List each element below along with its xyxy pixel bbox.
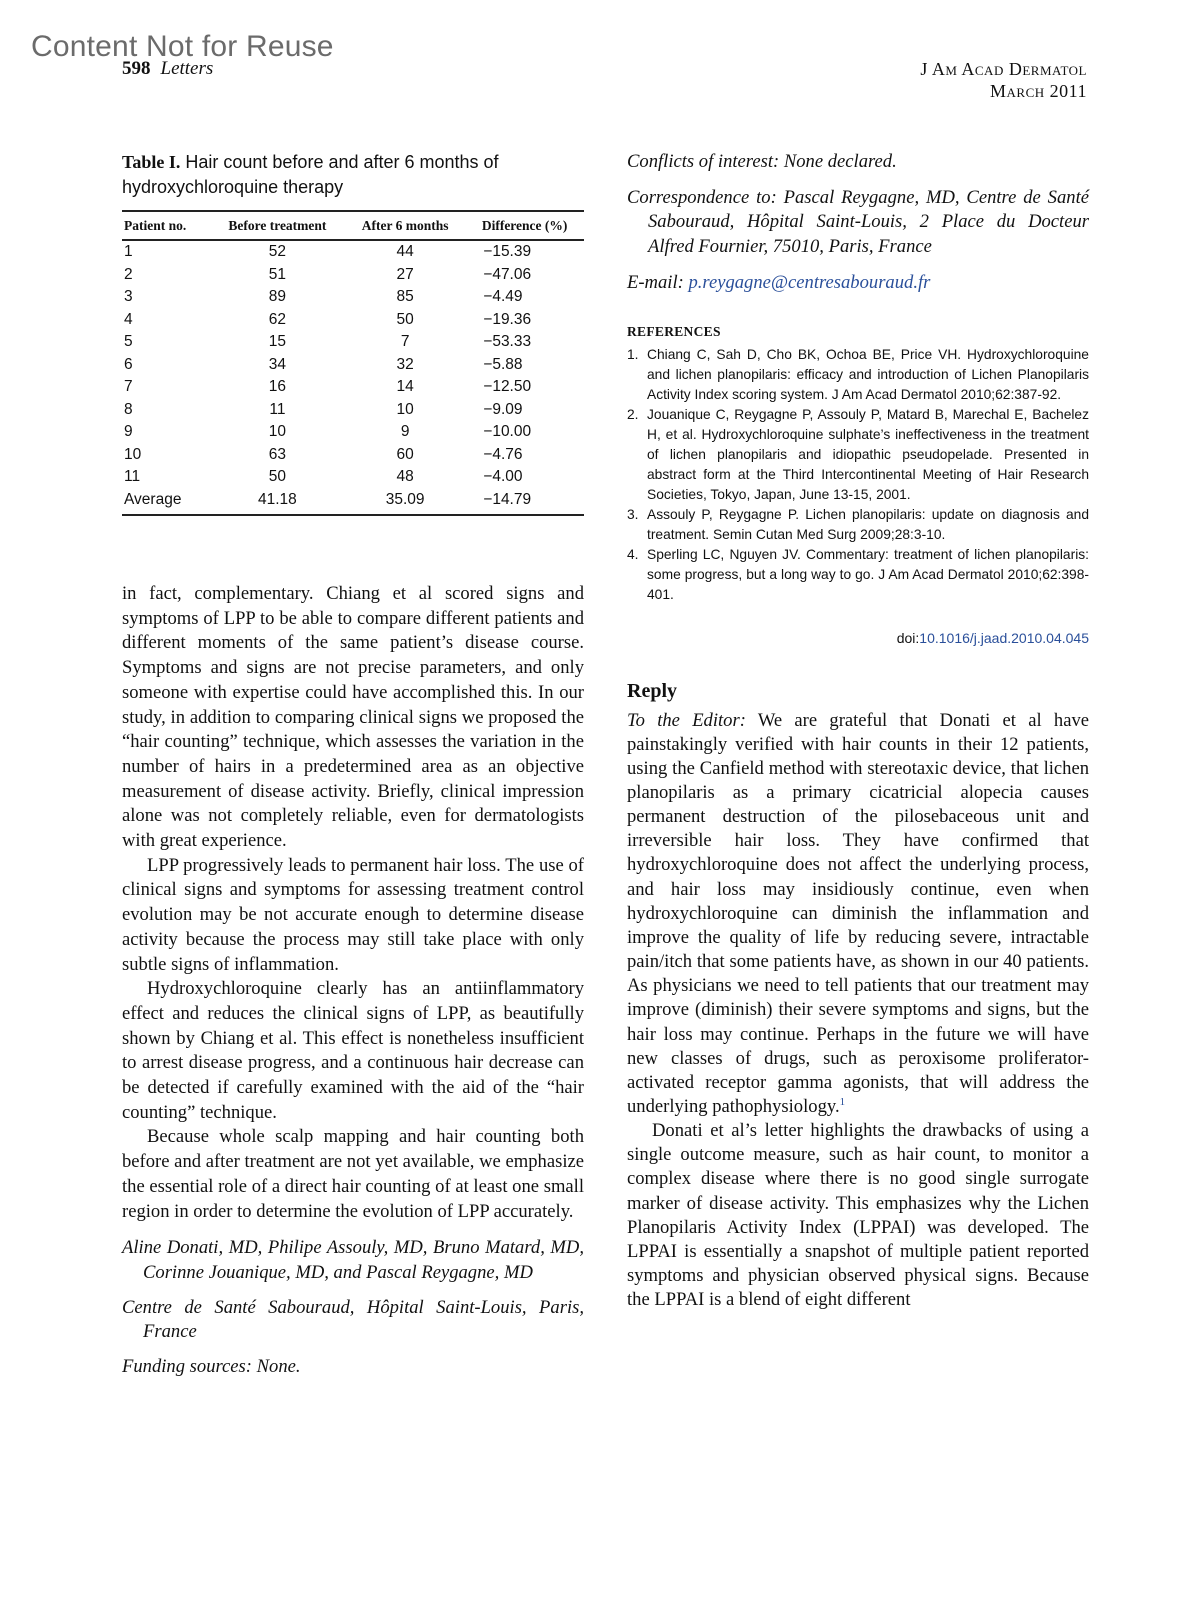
table-row	[122, 264, 584, 287]
table-cell: −15.39	[483, 243, 532, 261]
doi-link[interactable]: 10.1016/j.jaad.2010.04.045	[919, 629, 1089, 646]
table-cell: 51	[268, 265, 287, 283]
reference-item	[627, 345, 1089, 405]
paragraph: LPP progressively leads to permanent hair loss. The use of clinical signs and symptoms for assessing treatment control evolution may be not accurate enough to determine disease activity because the process may still take place with only subtle signs of inflammation.	[122, 854, 584, 975]
table-row	[122, 331, 584, 354]
section-name: Letters	[160, 58, 214, 79]
references-heading: REFERENCES	[627, 323, 721, 339]
column-header: After 6 months	[345, 211, 465, 240]
table-row	[122, 286, 584, 309]
table-cell: 85	[396, 288, 414, 306]
table-cell: 10	[124, 445, 142, 463]
page-number: 598	[122, 58, 151, 79]
table-cell: 62	[268, 310, 287, 328]
table-cell: 1	[124, 243, 133, 261]
email-label: E-mail:	[627, 271, 684, 293]
watermark: Content Not for Reuse	[31, 30, 334, 63]
reply-heading: Reply	[627, 679, 677, 702]
table-cell: −14.79	[465, 489, 584, 516]
table-cell: 41.18	[210, 489, 345, 516]
table-row	[122, 444, 584, 467]
doi-prefix: doi:	[896, 629, 920, 646]
paragraph: in fact, complementary. Chiang et al scored signs and symptoms of LPP to be able to compare different patients and different moments of the same patient’s disease course. Symptoms and signs are not precise parameters, and only someone with expertise could have accomplished this. In our study, in addition to comparing clinical signs we proposed the “hair counting” technique, which assesses the variation in the number of hairs in a predetermined area as an objective measurement of disease activity. Briefly, clinical impression alone was not completely reliable, even for dermatologists with great experience.	[122, 583, 584, 852]
table-cell: 15	[268, 333, 287, 351]
funding-sources: Funding sources: None.	[122, 1356, 301, 1378]
reference-item	[627, 545, 1089, 605]
table-row	[122, 399, 584, 422]
page-header-left	[122, 58, 213, 80]
table-cell: 3	[124, 288, 133, 306]
reference-citation-link[interactable]: 1	[839, 1095, 846, 1108]
reference-number: 2.	[627, 406, 639, 422]
table-cell: −10.00	[483, 423, 532, 441]
table-cell: 9	[124, 423, 133, 441]
table-row	[122, 489, 584, 516]
table-row	[122, 309, 584, 332]
left-column	[122, 150, 584, 1380]
table-cell: 52	[268, 243, 287, 261]
table-cell: 5	[124, 333, 133, 351]
reply-salutation: To the Editor:	[627, 709, 746, 731]
table-caption	[122, 150, 584, 200]
table-cell: 63	[268, 445, 287, 463]
table-cell: −53.33	[483, 333, 532, 351]
table-cell: 48	[396, 468, 414, 486]
column-header: Before treatment	[210, 211, 345, 240]
table-cell: 50	[396, 310, 414, 328]
page-header-right	[920, 58, 1087, 102]
left-body-text	[122, 582, 584, 1224]
table-row	[122, 240, 584, 264]
table-cell: −4.49	[483, 288, 523, 306]
table-cell: 6	[124, 355, 133, 373]
paragraph: Donati et al’s letter highlights the drawbacks of using a single outcome measure, such as hair count, to monitor a complex disease where there is no good single surrogate marker of disease activity. This emphasizes why the Lichen Planopilaris Activity Index (LPPAI) was developed. The LPPAI is essentially a snapshot of multiple patient reported symptoms and physician observed physical signs. Because the LPPAI is a blend of eight different	[627, 1120, 1089, 1311]
table-cell: −4.76	[483, 445, 523, 463]
reference-text: Sperling LC, Nguyen JV. Commentary: treatment of lichen planopilaris: some progress, but a long way to go. J Am Acad Dermatol 2010;62:398-401.	[647, 546, 1089, 602]
issue-date: March 2011	[990, 81, 1087, 101]
paragraph	[627, 709, 1089, 1120]
column-header: Patient no.	[122, 211, 210, 240]
table-cell: 7	[400, 333, 410, 351]
table-cell: −12.50	[483, 378, 532, 396]
reference-list	[627, 345, 1089, 605]
table-cell: −9.09	[483, 400, 523, 418]
table-header-row	[122, 211, 584, 240]
table-cell: 89	[268, 288, 287, 306]
doi-line	[627, 630, 1089, 646]
reference-text: Assouly P, Reygagne P. Lichen planopilaris: update on diagnosis and treatment. Semin Cutan Med Surg 2009;28:3-10.	[647, 506, 1089, 542]
table-cell: 14	[396, 378, 414, 396]
author-list: Aline Donati, MD, Philipe Assouly, MD, Bruno Matard, MD, Corinne Jouanique, MD, and Pascal Reygagne, MD	[122, 1237, 584, 1283]
table-cell: 44	[396, 243, 414, 261]
column-header: Difference (%)	[465, 211, 584, 240]
reference-number: 4.	[627, 546, 639, 562]
paragraph: Hydroxychloroquine clearly has an antiinflammatory effect and reduces the clinical signs of LPP, as beautifully shown by Chiang et al. This effect is nonetheless insufficient to arrest disease progress, and a continuous hair decrease can be detected if carefully examined with the aid of the “hair counting” technique.	[122, 978, 584, 1123]
table-row	[122, 354, 584, 377]
table-cell: 50	[268, 468, 287, 486]
table-cell: 60	[396, 445, 414, 463]
table-cell: 10	[268, 423, 287, 441]
email-link[interactable]: p.reygagne@centresabouraud.fr	[688, 271, 931, 293]
table-cell: −4.00	[483, 468, 523, 486]
table-cell: 35.09	[345, 489, 465, 516]
reference-text: Jouanique C, Reygagne P, Assouly P, Matard B, Marechal E, Bachelez H, et al. Hydroxychloroquine sulphate’s ineffectiveness in the treatment of lichen planopilaris and idiopathic pseudopelade. Presented in abstract form at the Third Intercontinental Meeting of Hair Research Societies, Tokyo, Japan, June 13-15, 2001.	[647, 406, 1089, 502]
reply-body-text	[627, 709, 1089, 1313]
reference-item	[627, 405, 1089, 505]
conflicts-of-interest: Conflicts of interest: None declared.	[627, 151, 897, 172]
table-cell: −19.36	[483, 310, 532, 328]
affiliation: Centre de Santé Sabouraud, Hôpital Saint-Louis, Paris, France	[122, 1296, 584, 1343]
reference-number: 1.	[627, 346, 639, 362]
table-cell: 11	[269, 400, 286, 418]
table-cell: 11	[124, 468, 141, 486]
email-line	[627, 271, 1089, 296]
journal-name: J Am Acad Dermatol	[920, 59, 1087, 79]
correspondence: Correspondence to: Pascal Reygagne, MD, Centre de Santé Sabouraud, Hôpital Saint-Louis, 2 Place du Docteur Alfred Fournier, 75010, Paris, France	[627, 186, 1089, 258]
table-cell: −47.06	[483, 265, 532, 283]
table-cell: Average	[122, 489, 210, 516]
reference-text: Chiang C, Sah D, Cho BK, Ochoa BE, Price VH. Hydroxychloroquine and lichen planopilaris: efficacy and introduction of Lichen Planopilaris Activity Index scoring system. J Am Acad Dermatol 2010;62:387-92.	[647, 346, 1089, 402]
table-cell: −5.88	[483, 355, 523, 373]
table-row	[122, 376, 584, 399]
table-body	[122, 240, 584, 515]
table-cell: 10	[396, 400, 414, 418]
table-caption-text: Hair count before and after 6 months of hydroxychloroquine therapy	[122, 152, 499, 197]
reply-paragraph-text: We are grateful that Donati et al have painstakingly verified with hair counts in their 12 patients, using the Canfield method with stereotaxic device, that lichen planopilaris as a primary cicatricial alopecia causes permanent destruction of the pilosebaceous unit and irreversible hair loss. They have confirmed that hydroxychloroquine does not affect the underlying process, and hair loss may insidiously continue, even when hydroxychloroquine can diminish the inflammation and improve the quality of life by reducing severe, intractable pain/itch that some patients have, as shown in our 40 patients. As physicians we need to tell patients that our treatment may improve (diminish) their severe symptoms and signs, but the hair loss may continue. Perhaps in the future we will have new classes of drugs, such as peroxisome proliferator-activated receptor gamma agonists, that will address the underlying pathophysiology.	[627, 709, 1089, 1118]
table-row	[122, 466, 584, 489]
table-cell: 2	[124, 265, 133, 283]
table-cell: 16	[268, 378, 287, 396]
table-cell: 34	[268, 355, 287, 373]
paragraph: Because whole scalp mapping and hair counting both before and after treatment are not yet available, we emphasize the essential role of a direct hair counting of at least one small region in order to determine the evolution of LPP accurately.	[122, 1126, 584, 1222]
table-row	[122, 421, 584, 444]
reference-number: 3.	[627, 506, 639, 522]
right-column	[627, 150, 1089, 1312]
table-label: Table I.	[122, 152, 181, 172]
table-cell: 27	[396, 265, 414, 283]
hair-count-table	[122, 210, 584, 516]
table-cell: 8	[124, 400, 133, 418]
table-cell: 4	[124, 310, 133, 328]
reference-item	[627, 505, 1089, 545]
table-cell: 7	[124, 378, 133, 396]
table-cell: 32	[396, 355, 414, 373]
table-cell: 9	[400, 423, 410, 441]
